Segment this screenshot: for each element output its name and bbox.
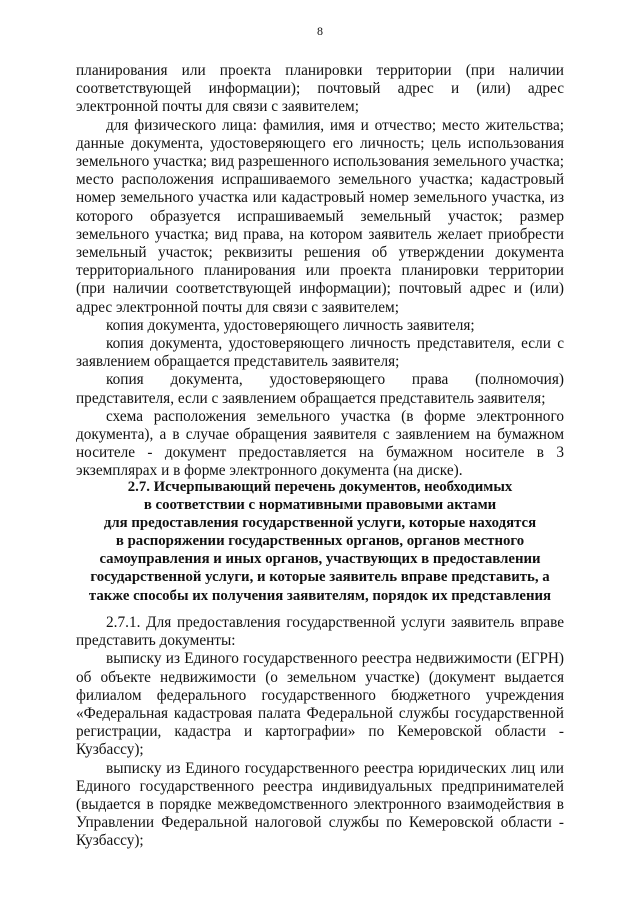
paragraph: выписку из Единого государственного реестра юридических лиц или Единого государственного реестра индивидуальных предпринимателей (выдается в порядке межведомственного электронного взаимодействия в Управлении Федеральной налоговой службы по Кемеровской области - Кузбассу); [76, 759, 564, 850]
heading-line: также способы их получения заявителям, порядок их представления [88, 587, 552, 604]
body-text-block-2 [76, 614, 564, 851]
heading-line: для предоставления государственной услуги, которые находятся [103, 515, 537, 532]
paragraph: копия документа, удостоверяющего права (полномочия) представителя, если с заявлением обращается представитель заявителя; [76, 371, 564, 407]
heading-line: в соответствии с нормативными правовыми актами [143, 497, 497, 514]
heading-line: государственной услуги, и которые заявитель вправе представить, а [90, 569, 550, 586]
paragraph: 2.7.1. Для предоставления государственной услуги заявитель вправе представить документы: [76, 614, 564, 650]
body-text-block-1 [76, 62, 564, 481]
heading-line: 2.7. Исчерпывающий перечень документов, необходимых [127, 479, 513, 495]
paragraph: копия документа, удостоверяющего личность представителя, если с заявлением обращается представитель заявителя; [76, 335, 564, 371]
paragraph: выписку из Единого государственного реестра недвижимости (ЕГРН) об объекте недвижимости (о земельном участке) (документ выдается филиалом федерального государственного бюджетного учреждения «Федеральная кадастровая палата Федеральной службы государственной регистрации, кадастра и картографии» по Кемеровской области - Кузбассу); [76, 650, 564, 759]
heading-line: в распоряжении государственных органов, органов местного [115, 533, 525, 550]
paragraph: схема расположения земельного участка (в форме электронного документа), а в случае обращения заявителя с заявлением на бумажном носителе - документ предоставляется на бумажном носителе в 3 экземплярах и в форме электронного документа (на диске). [76, 407, 564, 480]
section-heading [76, 478, 564, 605]
paragraph: копия документа, удостоверяющего личность заявителя; [106, 316, 475, 334]
heading-line: самоуправления и иных органов, участвующих в предоставлении [99, 551, 541, 568]
paragraph: для физического лица: фамилия, имя и отчество; место жительства; данные документа, удостоверяющего его личность; цель использования земельного участка; вид разрешенного использования земельного участка; место расположения испрашиваемого земельного участка; кадастровый номер земельного участка или кадастровый номер земельного участка, из которого образуется испрашиваемый земельный участок; размер земельного участка; вид права, на котором заявитель желает приобрести земельный участок; реквизиты решения об утверждении документа территориального планирования или проекта планировки территории (при наличии соответствующей информации); почтовый адрес и (или) адрес электронной почты для связи с заявителем; [76, 116, 564, 316]
page-number: 8 [317, 24, 323, 38]
paragraph: планирования или проекта планировки территории (при наличии соответствующей информации); почтовый адрес и (или) адрес электронной почты для связи с заявителем; [76, 62, 564, 116]
